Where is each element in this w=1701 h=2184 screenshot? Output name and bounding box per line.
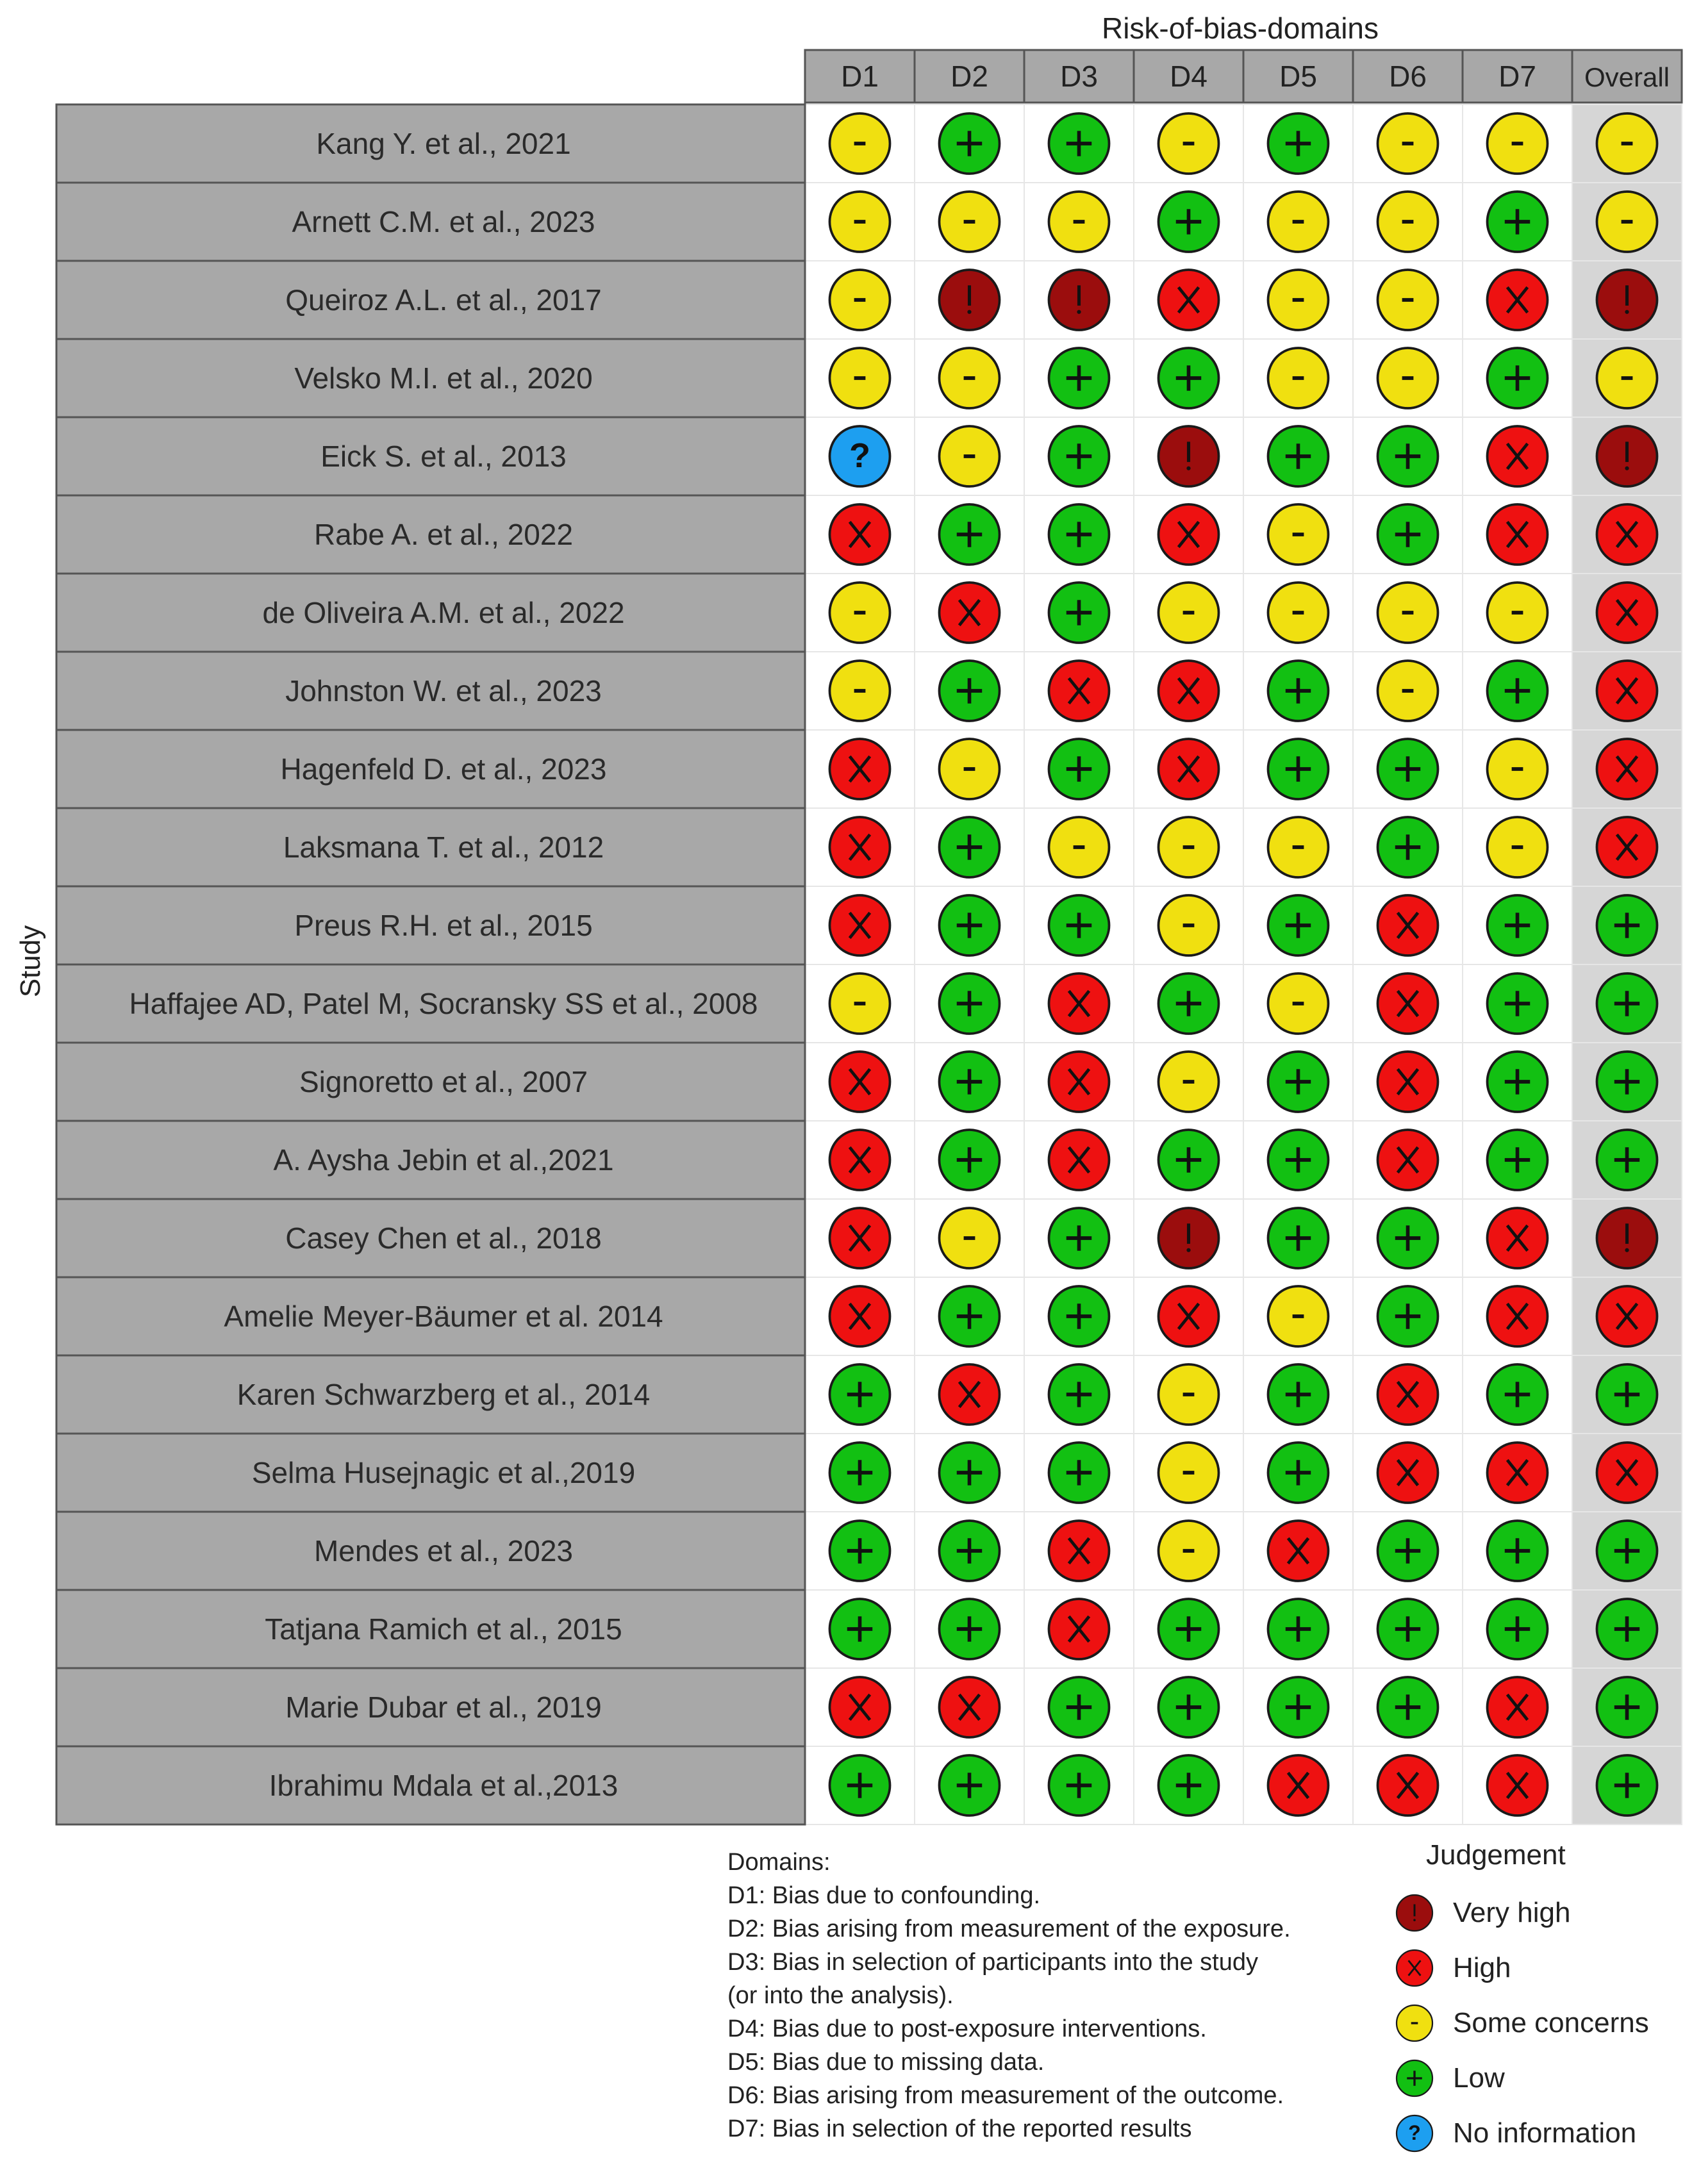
domain-definition: (or into the analysis). xyxy=(727,1982,954,2009)
study-label: Queiroz A.L. et al., 2017 xyxy=(285,283,602,317)
judgement-mark-high xyxy=(1159,504,1219,565)
judgement-mark-low xyxy=(1378,504,1438,565)
judgement-mark-high xyxy=(1488,1286,1548,1346)
question-glyph: ? xyxy=(1408,2121,1421,2145)
judgement-mark-low xyxy=(1597,1130,1657,1190)
judgement-mark-some xyxy=(1049,817,1109,877)
judgement-mark-low xyxy=(1268,1443,1329,1503)
judgement-mark-some xyxy=(1597,113,1657,174)
study-label: Preus R.H. et al., 2015 xyxy=(294,909,593,942)
judgement-mark-low xyxy=(1049,113,1109,174)
judgement-mark-some xyxy=(1268,817,1329,877)
domains-legend-title: Domains: xyxy=(727,1849,831,1876)
judgement-mark-low xyxy=(940,1599,1000,1659)
exclamation-dot xyxy=(1625,1248,1629,1252)
judgement-mark-low xyxy=(1049,1443,1109,1503)
judgement-mark-low xyxy=(940,1755,1000,1816)
judgement-mark-low xyxy=(1159,348,1219,408)
judgement-mark-some xyxy=(830,973,890,1034)
judgement-legend-item-some xyxy=(1394,1996,1695,2051)
judgement-mark-low xyxy=(1268,1599,1329,1659)
judgement-mark-high xyxy=(1159,270,1219,330)
judgement-mark-some xyxy=(830,270,890,330)
judgement-mark-low xyxy=(940,504,1000,565)
study-label: Karen Schwarzberg et al., 2014 xyxy=(236,1378,651,1411)
judgement-mark-some xyxy=(830,113,890,174)
judgement-mark-some xyxy=(1268,192,1329,252)
judgement-mark-low xyxy=(1378,1286,1438,1346)
study-label: de Oliveira A.M. et al., 2022 xyxy=(262,596,625,629)
judgement-mark-high xyxy=(830,817,890,877)
judgement-mark-high xyxy=(1597,504,1657,565)
judgement-mark-veryhigh xyxy=(940,270,1000,330)
judgement-mark-low xyxy=(1159,1755,1219,1816)
judgement-mark-low xyxy=(1488,1521,1548,1581)
judgement-mark-high xyxy=(1159,739,1219,799)
judgement-mark-high xyxy=(1159,661,1219,721)
legend-symbol-low xyxy=(1394,2058,1435,2099)
legend-symbol-noinfo xyxy=(1394,2113,1435,2154)
judgement-mark-low xyxy=(1488,973,1548,1034)
judgement-mark-low xyxy=(1378,1521,1438,1581)
domain-definition: D7: Bias in selection of the reported results xyxy=(727,2115,1192,2142)
judgement-mark-some xyxy=(940,1208,1000,1268)
judgement-mark-low xyxy=(1049,739,1109,799)
judgement-mark-low xyxy=(1488,895,1548,956)
judgement-mark-high xyxy=(1378,1130,1438,1190)
judgement-mark-low xyxy=(1597,1599,1657,1659)
traffic-light-grid xyxy=(56,50,1682,1824)
judgement-mark-low xyxy=(1159,973,1219,1034)
judgement-mark-some xyxy=(1159,1364,1219,1425)
judgement-mark-low xyxy=(1268,113,1329,174)
legend-symbol-some xyxy=(1394,2003,1435,2044)
judgement-mark-some xyxy=(1159,113,1219,174)
judgement-mark-high xyxy=(1378,1443,1438,1503)
judgement-mark-some xyxy=(1488,817,1548,877)
judgement-mark-some xyxy=(830,192,890,252)
judgement-mark-some xyxy=(1159,817,1219,877)
judgement-mark-high xyxy=(1049,1599,1109,1659)
judgement-mark-high xyxy=(1597,817,1657,877)
judgement-mark-some xyxy=(1159,1443,1219,1503)
judgement-mark-low xyxy=(1597,895,1657,956)
judgement-mark-high xyxy=(1488,504,1548,565)
judgement-mark-some xyxy=(940,192,1000,252)
judgement-mark-high xyxy=(1378,1052,1438,1112)
judgement-mark-high xyxy=(1268,1521,1329,1581)
judgement-mark-low xyxy=(1049,583,1109,643)
judgement-legend-items xyxy=(1394,1885,1695,2161)
study-label: Laksmana T. et al., 2012 xyxy=(283,831,604,864)
judgement-mark-veryhigh xyxy=(1159,1208,1219,1268)
judgement-mark-low xyxy=(1488,1364,1548,1425)
y-axis-label: Study xyxy=(15,925,46,998)
judgement-mark-low xyxy=(1378,1599,1438,1659)
judgement-mark-high xyxy=(1049,1521,1109,1581)
judgement-mark-noinfo xyxy=(830,426,890,486)
judgement-mark-some xyxy=(1268,973,1329,1034)
column-header-d5: D5 xyxy=(1279,60,1317,93)
judgement-mark-low xyxy=(1378,739,1438,799)
judgement-mark-high xyxy=(1378,1364,1438,1425)
study-label: A. Aysha Jebin et al.,2021 xyxy=(273,1143,614,1177)
judgement-legend-label: Some concerns xyxy=(1453,2007,1649,2039)
study-label: Kang Y. et al., 2021 xyxy=(316,127,571,160)
judgement-mark-low xyxy=(1049,1677,1109,1737)
exclamation-dot xyxy=(1625,467,1629,470)
judgement-mark-some xyxy=(1268,348,1329,408)
study-label: Haffajee AD, Patel M, Socransky SS et al., 2008 xyxy=(129,987,758,1020)
study-label: Marie Dubar et al., 2019 xyxy=(285,1691,602,1724)
column-header-d7: D7 xyxy=(1498,60,1536,93)
judgement-mark-low xyxy=(1159,1677,1219,1737)
judgement-mark-high xyxy=(1378,895,1438,956)
legend-symbol-veryhigh xyxy=(1394,1892,1435,1933)
judgement-mark-low xyxy=(940,895,1000,956)
judgement-mark-low xyxy=(1268,1130,1329,1190)
judgement-mark-low xyxy=(1597,1521,1657,1581)
judgement-mark-low xyxy=(1268,1364,1329,1425)
judgement-mark-high xyxy=(1488,1677,1548,1737)
judgement-mark-low xyxy=(830,1443,890,1503)
judgement-mark-high xyxy=(1597,1286,1657,1346)
judgement-legend-title: Judgement xyxy=(1426,1839,1566,1871)
judgement-legend-label: Very high xyxy=(1453,1897,1571,1928)
domain-definition: D5: Bias due to missing data. xyxy=(727,2049,1045,2076)
exclamation-dot xyxy=(1186,1248,1190,1252)
judgement-mark-high xyxy=(1049,661,1109,721)
column-header-d4: D4 xyxy=(1170,60,1207,93)
judgement-mark-some xyxy=(1268,270,1329,330)
judgement-mark-some xyxy=(1159,583,1219,643)
judgement-mark-high xyxy=(940,583,1000,643)
judgement-mark-low xyxy=(1049,1364,1109,1425)
judgement-mark-low xyxy=(1488,1599,1548,1659)
column-header-d3: D3 xyxy=(1060,60,1098,93)
judgement-mark-high xyxy=(1597,739,1657,799)
judgement-legend-label: High xyxy=(1453,1952,1511,1983)
judgement-mark-low xyxy=(940,1286,1000,1346)
judgement-mark-low xyxy=(1159,1599,1219,1659)
domain-definition: D3: Bias in selection of participants into the study xyxy=(727,1949,1259,1976)
judgement-mark-low xyxy=(940,113,1000,174)
exclamation-dot xyxy=(1413,1919,1416,1921)
judgement-mark-low xyxy=(940,1443,1000,1503)
judgement-mark-high xyxy=(1597,1443,1657,1503)
judgement-mark-high xyxy=(1597,661,1657,721)
judgement-mark-low xyxy=(1488,661,1548,721)
judgement-mark-high xyxy=(940,1364,1000,1425)
judgement-mark-low xyxy=(1049,1208,1109,1268)
judgement-mark-high xyxy=(940,1677,1000,1737)
study-label: Arnett C.M. et al., 2023 xyxy=(292,205,595,238)
judgement-mark-high xyxy=(830,1052,890,1112)
judgement-mark-high xyxy=(830,739,890,799)
judgement-mark-high xyxy=(1268,1755,1329,1816)
judgement-mark-low xyxy=(1159,1130,1219,1190)
judgement-mark-some xyxy=(1378,348,1438,408)
judgement-mark-some xyxy=(1378,270,1438,330)
judgement-mark-low xyxy=(1268,895,1329,956)
judgement-mark-low xyxy=(1597,1364,1657,1425)
judgement-mark-some xyxy=(1268,504,1329,565)
judgement-mark-some xyxy=(1597,348,1657,408)
column-header-d6: D6 xyxy=(1389,60,1427,93)
study-label: Tatjana Ramich et al., 2015 xyxy=(265,1612,622,1646)
judgement-mark-low xyxy=(1488,192,1548,252)
judgement-mark-low xyxy=(1378,1208,1438,1268)
judgement-mark-high xyxy=(1378,1755,1438,1816)
judgement-mark-high xyxy=(1049,1130,1109,1190)
judgement-mark-some xyxy=(830,348,890,408)
judgement-mark-veryhigh xyxy=(1597,426,1657,486)
judgement-legend-item-noinfo xyxy=(1394,2106,1695,2161)
judgement-mark-high xyxy=(1488,270,1548,330)
domains-legend-lines xyxy=(727,1879,1381,2146)
judgement-mark-low xyxy=(1378,1677,1438,1737)
judgement-mark-some xyxy=(1378,661,1438,721)
judgement-mark-low xyxy=(940,661,1000,721)
judgement-mark-high xyxy=(830,1130,890,1190)
judgement-mark-low xyxy=(1268,1208,1329,1268)
judgement-mark-high xyxy=(830,504,890,565)
judgement-mark-low xyxy=(1268,739,1329,799)
judgement-legend-label: No information xyxy=(1453,2117,1637,2149)
domain-definition: D4: Bias due to post-exposure interventions. xyxy=(727,2015,1207,2042)
column-header-d1: D1 xyxy=(841,60,879,93)
judgement-mark-some xyxy=(830,583,890,643)
study-label: Casey Chen et al., 2018 xyxy=(285,1221,602,1255)
judgement-mark-high xyxy=(830,1286,890,1346)
judgement-mark-low xyxy=(1597,1755,1657,1816)
judgement-mark-high xyxy=(1488,1208,1548,1268)
judgement-mark-some xyxy=(1488,739,1548,799)
judgement-mark-some xyxy=(1159,1052,1219,1112)
domain-definition: D1: Bias due to confounding. xyxy=(727,1882,1041,1909)
judgement-mark-low xyxy=(940,1130,1000,1190)
judgement-mark-some xyxy=(1597,192,1657,252)
judgement-mark-high xyxy=(830,895,890,956)
judgement-legend xyxy=(1394,1839,1695,2161)
judgement-mark-some xyxy=(1378,583,1438,643)
judgement-mark-veryhigh xyxy=(1597,1208,1657,1268)
judgement-mark-low xyxy=(1049,504,1109,565)
study-label: Hagenfeld D. et al., 2023 xyxy=(280,752,607,786)
judgement-mark-low xyxy=(830,1599,890,1659)
judgement-mark-low xyxy=(1268,661,1329,721)
judgement-mark-high xyxy=(1159,1286,1219,1346)
judgement-mark-high xyxy=(1488,1755,1548,1816)
judgement-mark-low xyxy=(1488,348,1548,408)
judgement-mark-high xyxy=(1049,1052,1109,1112)
judgement-mark-some xyxy=(1159,895,1219,956)
judgement-legend-label: Low xyxy=(1453,2062,1505,2094)
judgement-mark-low xyxy=(1488,1052,1548,1112)
judgement-mark-low xyxy=(1378,426,1438,486)
study-label: Eick S. et al., 2013 xyxy=(320,440,567,473)
study-label: Johnston W. et al., 2023 xyxy=(285,674,602,707)
judgement-mark-some xyxy=(1049,192,1109,252)
judgement-mark-low xyxy=(1049,1286,1109,1346)
judgement-mark-low xyxy=(940,1521,1000,1581)
judgement-mark-low xyxy=(1597,1052,1657,1112)
judgement-mark-low xyxy=(1378,817,1438,877)
judgement-mark-low xyxy=(1597,1677,1657,1737)
judgement-mark-low xyxy=(1268,1052,1329,1112)
judgement-mark-low xyxy=(940,973,1000,1034)
column-header-d2: D2 xyxy=(950,60,988,93)
judgement-mark-high xyxy=(1597,583,1657,643)
judgement-mark-low xyxy=(1049,895,1109,956)
judgement-mark-high xyxy=(1378,973,1438,1034)
judgement-mark-high xyxy=(830,1677,890,1737)
study-label: Ibrahimu Mdala et al.,2013 xyxy=(269,1769,618,1802)
exclamation-dot xyxy=(1186,467,1190,470)
study-label: Mendes et al., 2023 xyxy=(313,1534,574,1568)
judgement-mark-veryhigh xyxy=(1159,426,1219,486)
judgement-mark-high xyxy=(1488,426,1548,486)
judgement-mark-low xyxy=(830,1755,890,1816)
judgement-mark-low xyxy=(830,1521,890,1581)
judgement-mark-low xyxy=(1049,1755,1109,1816)
exclamation-dot xyxy=(1625,310,1629,314)
judgement-mark-low xyxy=(940,817,1000,877)
judgement-mark-low xyxy=(830,1364,890,1425)
judgement-mark-low xyxy=(1268,1677,1329,1737)
domain-definition: D2: Bias arising from measurement of the exposure. xyxy=(727,1915,1291,1942)
judgement-mark-low xyxy=(1488,1130,1548,1190)
judgement-mark-some xyxy=(1488,113,1548,174)
study-label: Selma Husejnagic et al.,2019 xyxy=(251,1456,636,1489)
judgement-mark-low xyxy=(1597,973,1657,1034)
judgement-mark-high xyxy=(830,1208,890,1268)
study-label: Amelie Meyer-Bäumer et al. 2014 xyxy=(224,1300,663,1333)
judgement-mark-some xyxy=(1268,583,1329,643)
domain-definition: D6: Bias arising from measurement of the outcome. xyxy=(727,2082,1284,2109)
judgement-legend-item-veryhigh xyxy=(1394,1885,1695,1940)
study-label: Signoretto et al., 2007 xyxy=(299,1065,588,1098)
judgement-mark-some xyxy=(1378,192,1438,252)
judgement-mark-some xyxy=(1488,583,1548,643)
judgement-mark-some xyxy=(940,426,1000,486)
judgement-legend-item-low xyxy=(1394,2051,1695,2106)
exclamation-dot xyxy=(967,310,971,314)
judgement-mark-high xyxy=(1488,1443,1548,1503)
exclamation-dot xyxy=(1077,310,1081,314)
judgement-mark-some xyxy=(1378,113,1438,174)
judgement-mark-some xyxy=(940,739,1000,799)
judgement-mark-high xyxy=(1049,973,1109,1034)
judgement-mark-some xyxy=(1268,1286,1329,1346)
study-label: Rabe A. et al., 2022 xyxy=(313,518,574,551)
judgement-mark-low xyxy=(940,1052,1000,1112)
judgement-mark-veryhigh xyxy=(1597,270,1657,330)
judgement-mark-some xyxy=(940,348,1000,408)
judgement-mark-low xyxy=(1049,348,1109,408)
judgement-mark-low xyxy=(1268,426,1329,486)
legend-symbol-high xyxy=(1394,1948,1435,1989)
column-header-overall: Overall xyxy=(1584,62,1670,92)
study-label: Velsko M.I. et al., 2020 xyxy=(294,361,593,395)
question-glyph: ? xyxy=(849,436,871,475)
judgement-legend-item-high xyxy=(1394,1940,1695,1996)
judgement-mark-low xyxy=(1159,192,1219,252)
judgement-mark-some xyxy=(1159,1521,1219,1581)
judgement-mark-veryhigh xyxy=(1049,270,1109,330)
chart-title: Risk-of-bias-domains xyxy=(1101,12,1379,45)
judgement-mark-low xyxy=(1049,426,1109,486)
judgement-mark-some xyxy=(830,661,890,721)
domains-legend xyxy=(727,1846,1381,2146)
